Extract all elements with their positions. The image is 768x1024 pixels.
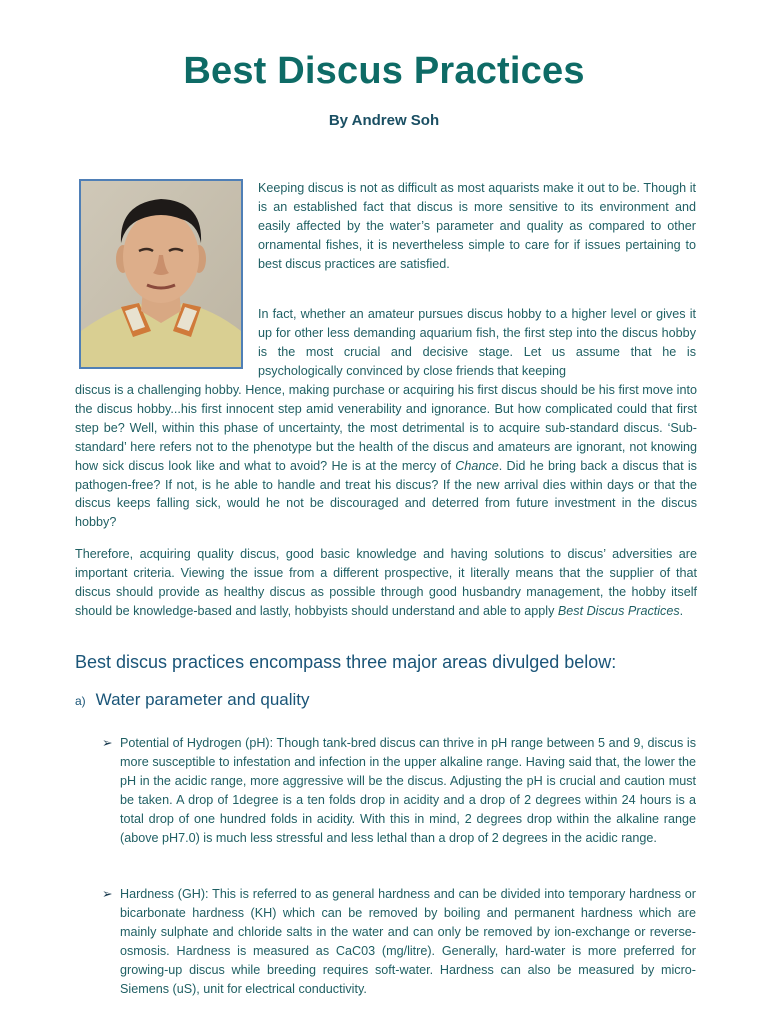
author-byline: By Andrew Soh xyxy=(328,112,440,129)
paragraph-2-italic: Chance xyxy=(455,458,499,473)
bullet-ph-text: Potential of Hydrogen (pH): Though tank-bred discus can thrive in pH range between 5 and 9, discus is more susceptible to infestation and infection in the upper alkaline range. Having said that, the lower the pH in the acidic range, more aggressive will be the discus. Adjusting the pH is crucial and caution must be taken. A drop of 1degree is a ten folds drop in acidity and a drop of 2 degrees within 24 hours is a total drop of one hundred folds in acidity. With this in mind, 2 degrees drop within the alkaline range (above pH7.0) is much less stressful and less lethal than a drop of 2 degrees in the acidic range. xyxy=(120,736,696,845)
paragraph-2-continued xyxy=(75,381,697,532)
practices-heading: Best discus practices encompass three major areas divulged below: xyxy=(75,652,617,672)
section-marker: a) xyxy=(75,694,86,708)
arrow-bullet-icon: ➢ xyxy=(102,887,113,901)
document-title: Best Discus Practices xyxy=(183,50,585,92)
section-title: Water parameter and quality xyxy=(95,690,310,709)
paragraph-3-text-a: Therefore, acquiring quality discus, good basic knowledge and having solutions to discus’ adversities are important criteria. Viewing the issue from a different prospective, it literally means that the supplier of that discus should provide as healthy discus as possible through good husbandry management, the hobby itself should be knowledge-based and lastly, hobbyists should understand and able to apply xyxy=(75,547,697,618)
bullet-hardness xyxy=(102,885,696,998)
paragraph-2-text-b: . Did he bring back a discus that is pathogen-free? If not, is he able to handle and treat his discus? If the new arrival dies within days or that the discus keeps falling sick, would he not be discouraged and deterred from future investment in the discus hobby? xyxy=(75,458,697,530)
author-photo xyxy=(79,179,243,369)
bullet-ph xyxy=(102,734,696,847)
paragraph-2-wrapped: In fact, whether an amateur pursues discus hobby to a higher level or gives it up for other less demanding aquarium fish, the first step into the discus hobby is the most crucial and decisive stage. Let us assume that he is psychologically convinced by close friends that keeping xyxy=(258,307,696,378)
section-a-heading xyxy=(75,690,310,710)
paragraph-3-italic: Best Discus Practices xyxy=(557,603,680,618)
bullet-hardness-text: Hardness (GH): This is referred to as general hardness and can be divided into temporary hardness or bicarbonate hardness (KH) which can be removed by boiling and permanent hardness which are mainly sulphate and chloride salts in the water and can only be removed by ion-exchange or reverse-osmosis. Hardness is measured as CaC03 (mg/litre). Generally, hard-water is more preferred for growing-up discus while breeding requires soft-water. Hardness can also be measured by micro-Siemens (uS), unit for electrical conductivity. xyxy=(120,887,696,996)
paragraph-3 xyxy=(75,545,697,621)
paragraph-2-text-a: discus is a challenging hobby. Hence, making purchase or acquiring his first discus should be his first move into the discus hobby...his first innocent step amid venerability and ignorance. But how complicated could that first step be? Well, within this phase of uncertainty, the most detrimental is to acquire sub-standard discus. ‘Sub-standard’ here refers not to the phenotype but the health of the discus and amateurs are ignorant, not knowing how sick discus look like and what to avoid? He is at the mercy of xyxy=(75,383,697,473)
intro-paragraph: Keeping discus is not as difficult as most aquarists make it out to be. Though it is an established fact that discus is more sensitive to its environment and easily affected by the water’s parameter and quality as compared to other ornamental fishes, it is nevertheless simple to care for if issues pertaining to best discus practices are satisfied. xyxy=(258,181,696,271)
paragraph-3-text-b: . xyxy=(679,603,684,618)
arrow-bullet-icon: ➢ xyxy=(102,736,113,750)
